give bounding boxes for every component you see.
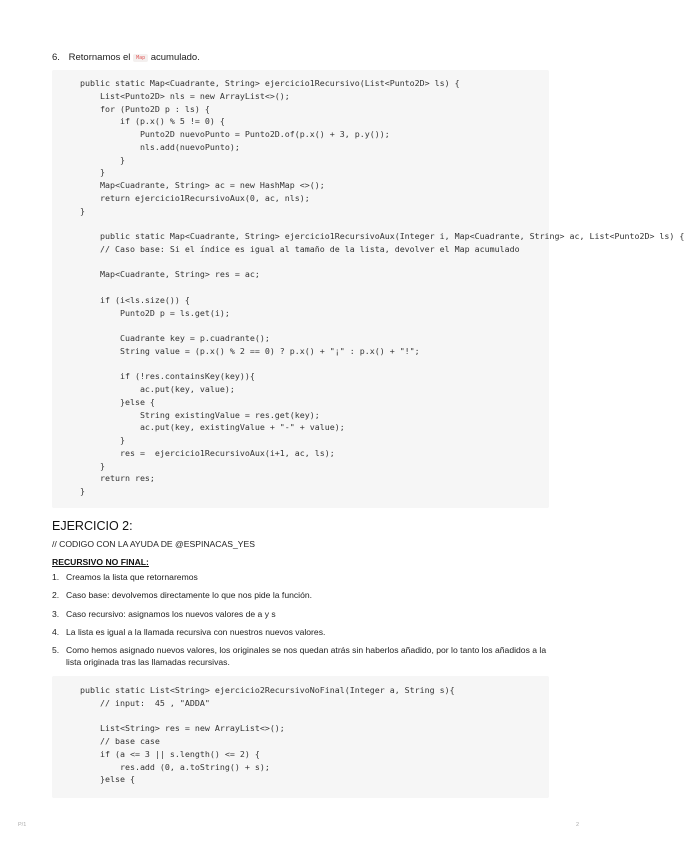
code-block-ejercicio1	[52, 70, 684, 508]
list-item	[52, 627, 552, 639]
list-item	[52, 590, 552, 602]
list-item	[52, 609, 552, 621]
list-item-number: 5.	[52, 645, 60, 656]
list-item-text: Caso base: devolvemos directamente lo que nos pide la función.	[66, 590, 313, 601]
section-heading-ejercicio2: EJERCICIO 2:	[52, 519, 133, 533]
page-number: 2	[576, 822, 580, 828]
list-item	[52, 572, 552, 584]
inline-code-map: Map	[133, 54, 148, 62]
list-item-number: 4.	[52, 626, 60, 637]
steps-list	[52, 572, 552, 675]
list-item	[52, 645, 552, 668]
list-item-text: La lista es igual a la llamada recursiva con nuestros nuevos valores.	[66, 626, 326, 637]
list-item-text-after: acumulado.	[150, 52, 200, 63]
footer-left-label: P/1	[18, 822, 27, 828]
list-item-number: 3.	[52, 608, 60, 619]
list-item-text: Como hemos asignado nuevos valores, los originales se nos quedan atrás sin haberlos añadido, por lo tanto los añadidos a la lista originada tras las llamadas recursivas.	[66, 645, 547, 667]
list-item-step-6	[52, 52, 200, 63]
list-item-text: Caso recursivo: asignamos los nuevos valores de a y s	[66, 608, 276, 619]
code-text-ejercicio1: public static Map<Cuadrante, String> ejercicio1Recursivo(List<Punto2D> ls) { List<Punto2D> nls = new ArrayList<>(); for (Punto2D p : ls) { if (p.x() % 5 != 0) { Punto2D nuevoPunto = Punto2D.of(p.x() + 3, p.y()); nls.add(nuevoPunto); } } Map<Cuadrante, String> ac = new HashMap <>(); return ejercicio1RecursivoAux(0, ac, nls); } public static Map<Cuadrante, String> ejercicio1RecursivoAux(Integer i, Map<Cuadrante, String> ac, List<Punto2D> ls) { // Caso base: Si el índice es igual al tamaño de la lista, devolver el Map acumulado Map<Cuadrante, String> res = ac; if (i<ls.size()) { Punto2D p = ls.get(i); Cuadrante key = p.cuadrante(); String value = (p.x() % 2 == 0) ? p.x() + "¡" : p.x() + "!"; if (!res.containsKey(key)){ ac.put(key, value); }else { String existingValue = res.get(key); ac.put(key, existingValue + "-" + value); } res = ejercicio1RecursivoAux(i+1, ac, ls); } return res; }	[80, 78, 684, 496]
list-item-number: 2.	[52, 590, 60, 601]
list-item-number: 1.	[52, 572, 60, 582]
code-text-ejercicio2: public static List<String> ejercicio2RecursivoNoFinal(Integer a, String s){ // input: 45 , "ADDA" List<String> res = new ArrayList<>(); // base case if (a <= 3 || s.length() <= 2) { res.add (0, a.toString() + s); }else {	[80, 685, 455, 785]
list-item-number: 6.	[52, 52, 60, 63]
code-block-ejercicio2	[52, 676, 549, 798]
author-comment: // CODIGO CON LA AYUDA DE @ESPINACAS_YES	[52, 539, 255, 549]
list-item-text-before: Retornamos el	[68, 52, 131, 63]
list-item-text: Creamos la lista que retornaremos	[66, 572, 198, 582]
subheading-recursivo-no-final: RECURSIVO NO FINAL:	[52, 557, 149, 567]
